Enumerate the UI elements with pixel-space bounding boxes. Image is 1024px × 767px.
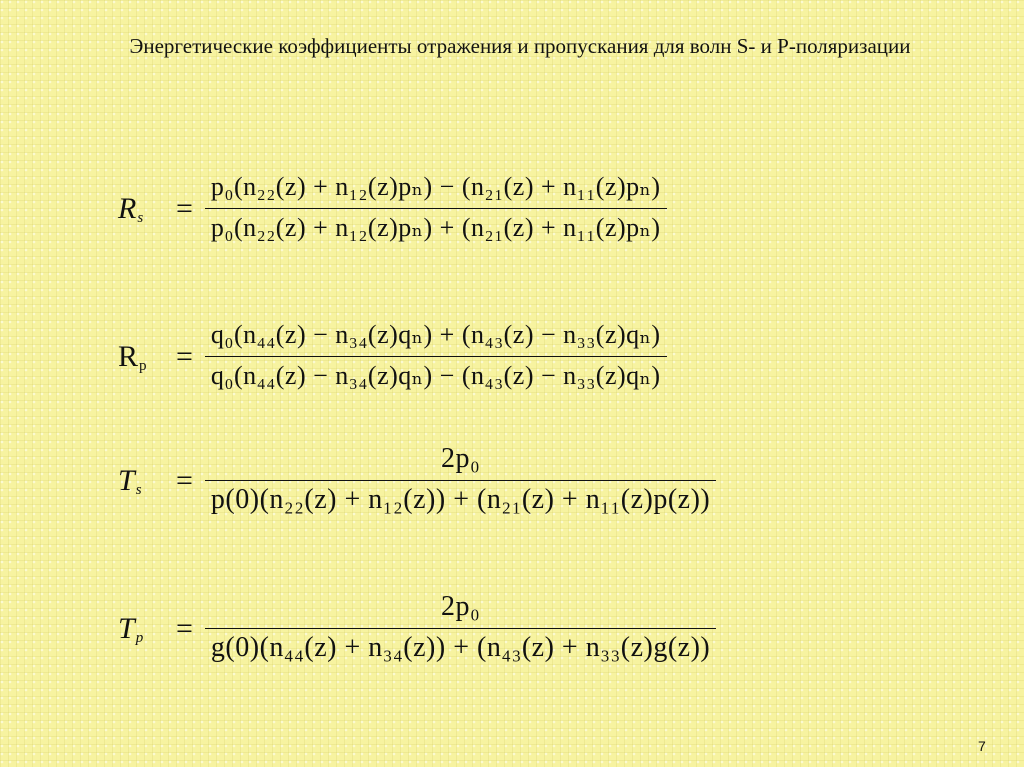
formula-ts [118,440,716,521]
formula-rs [118,168,667,249]
formula-ts-numerator: 2p₀ [440,443,481,474]
formula-ts-equals: = [176,463,193,497]
formula-rp-denominator: q₀(n₄₄(z) − n₃₄(z)qₙ) − (n₄₃(z) − n₃₃(z)qₙ) [210,361,661,390]
formula-rs-fraction [205,168,667,249]
formula-tp-denominator: g(0)(n₄₄(z) + n₃₄(z)) + (n₄₃(z) + n₃₃(z)g(z)) [210,632,711,663]
formula-rs-symbol: R [118,191,137,225]
slide-title: Энергетические коэффициенты отражения и пропускания для волн S- и P-поляризации [129,34,911,58]
formula-rp-fraction [205,316,667,397]
formula-tp-numerator: 2p₀ [440,591,481,622]
formula-tp-equals: = [176,611,193,645]
formula-ts-fraction [205,440,716,521]
formula-rs-equals: = [176,191,193,225]
page-number: 7 [978,738,986,754]
formula-tp-fraction [205,588,716,669]
formula-ts-symbol: T [118,463,135,497]
formula-rp-lhs [118,340,166,374]
formula-rs-lhs [118,192,166,226]
formula-ts-lhs [118,464,166,498]
formula-rp-equals: = [176,339,193,373]
formula-tp-lhs [118,612,166,646]
formula-rp-numerator: q₀(n₄₄(z) − n₃₄(z)qₙ) + (n₄₃(z) − n₃₃(z)qₙ) [210,320,661,349]
formula-tp-symbol: T [118,611,135,645]
formula-ts-denominator: p(0)(n₂₂(z) + n₁₂(z)) + (n₂₁(z) + n₁₁(z)p(z)) [210,484,711,515]
formula-tp [118,588,716,669]
formula-tp-subscript: p [135,629,144,646]
formula-rs-denominator: p₀(n₂₂(z) + n₁₂(z)pₙ) + (n₂₁(z) + n₁₁(z)pₙ) [210,213,661,242]
formula-rs-numerator: p₀(n₂₂(z) + n₁₂(z)pₙ) − (n₂₁(z) + n₁₁(z)pₙ) [210,172,661,201]
formula-rp [118,316,667,397]
formula-rp-subscript: p [139,357,147,374]
formula-rp-symbol: R [118,339,139,373]
formula-ts-subscript: s [135,481,142,498]
formula-rs-subscript: s [137,209,144,226]
